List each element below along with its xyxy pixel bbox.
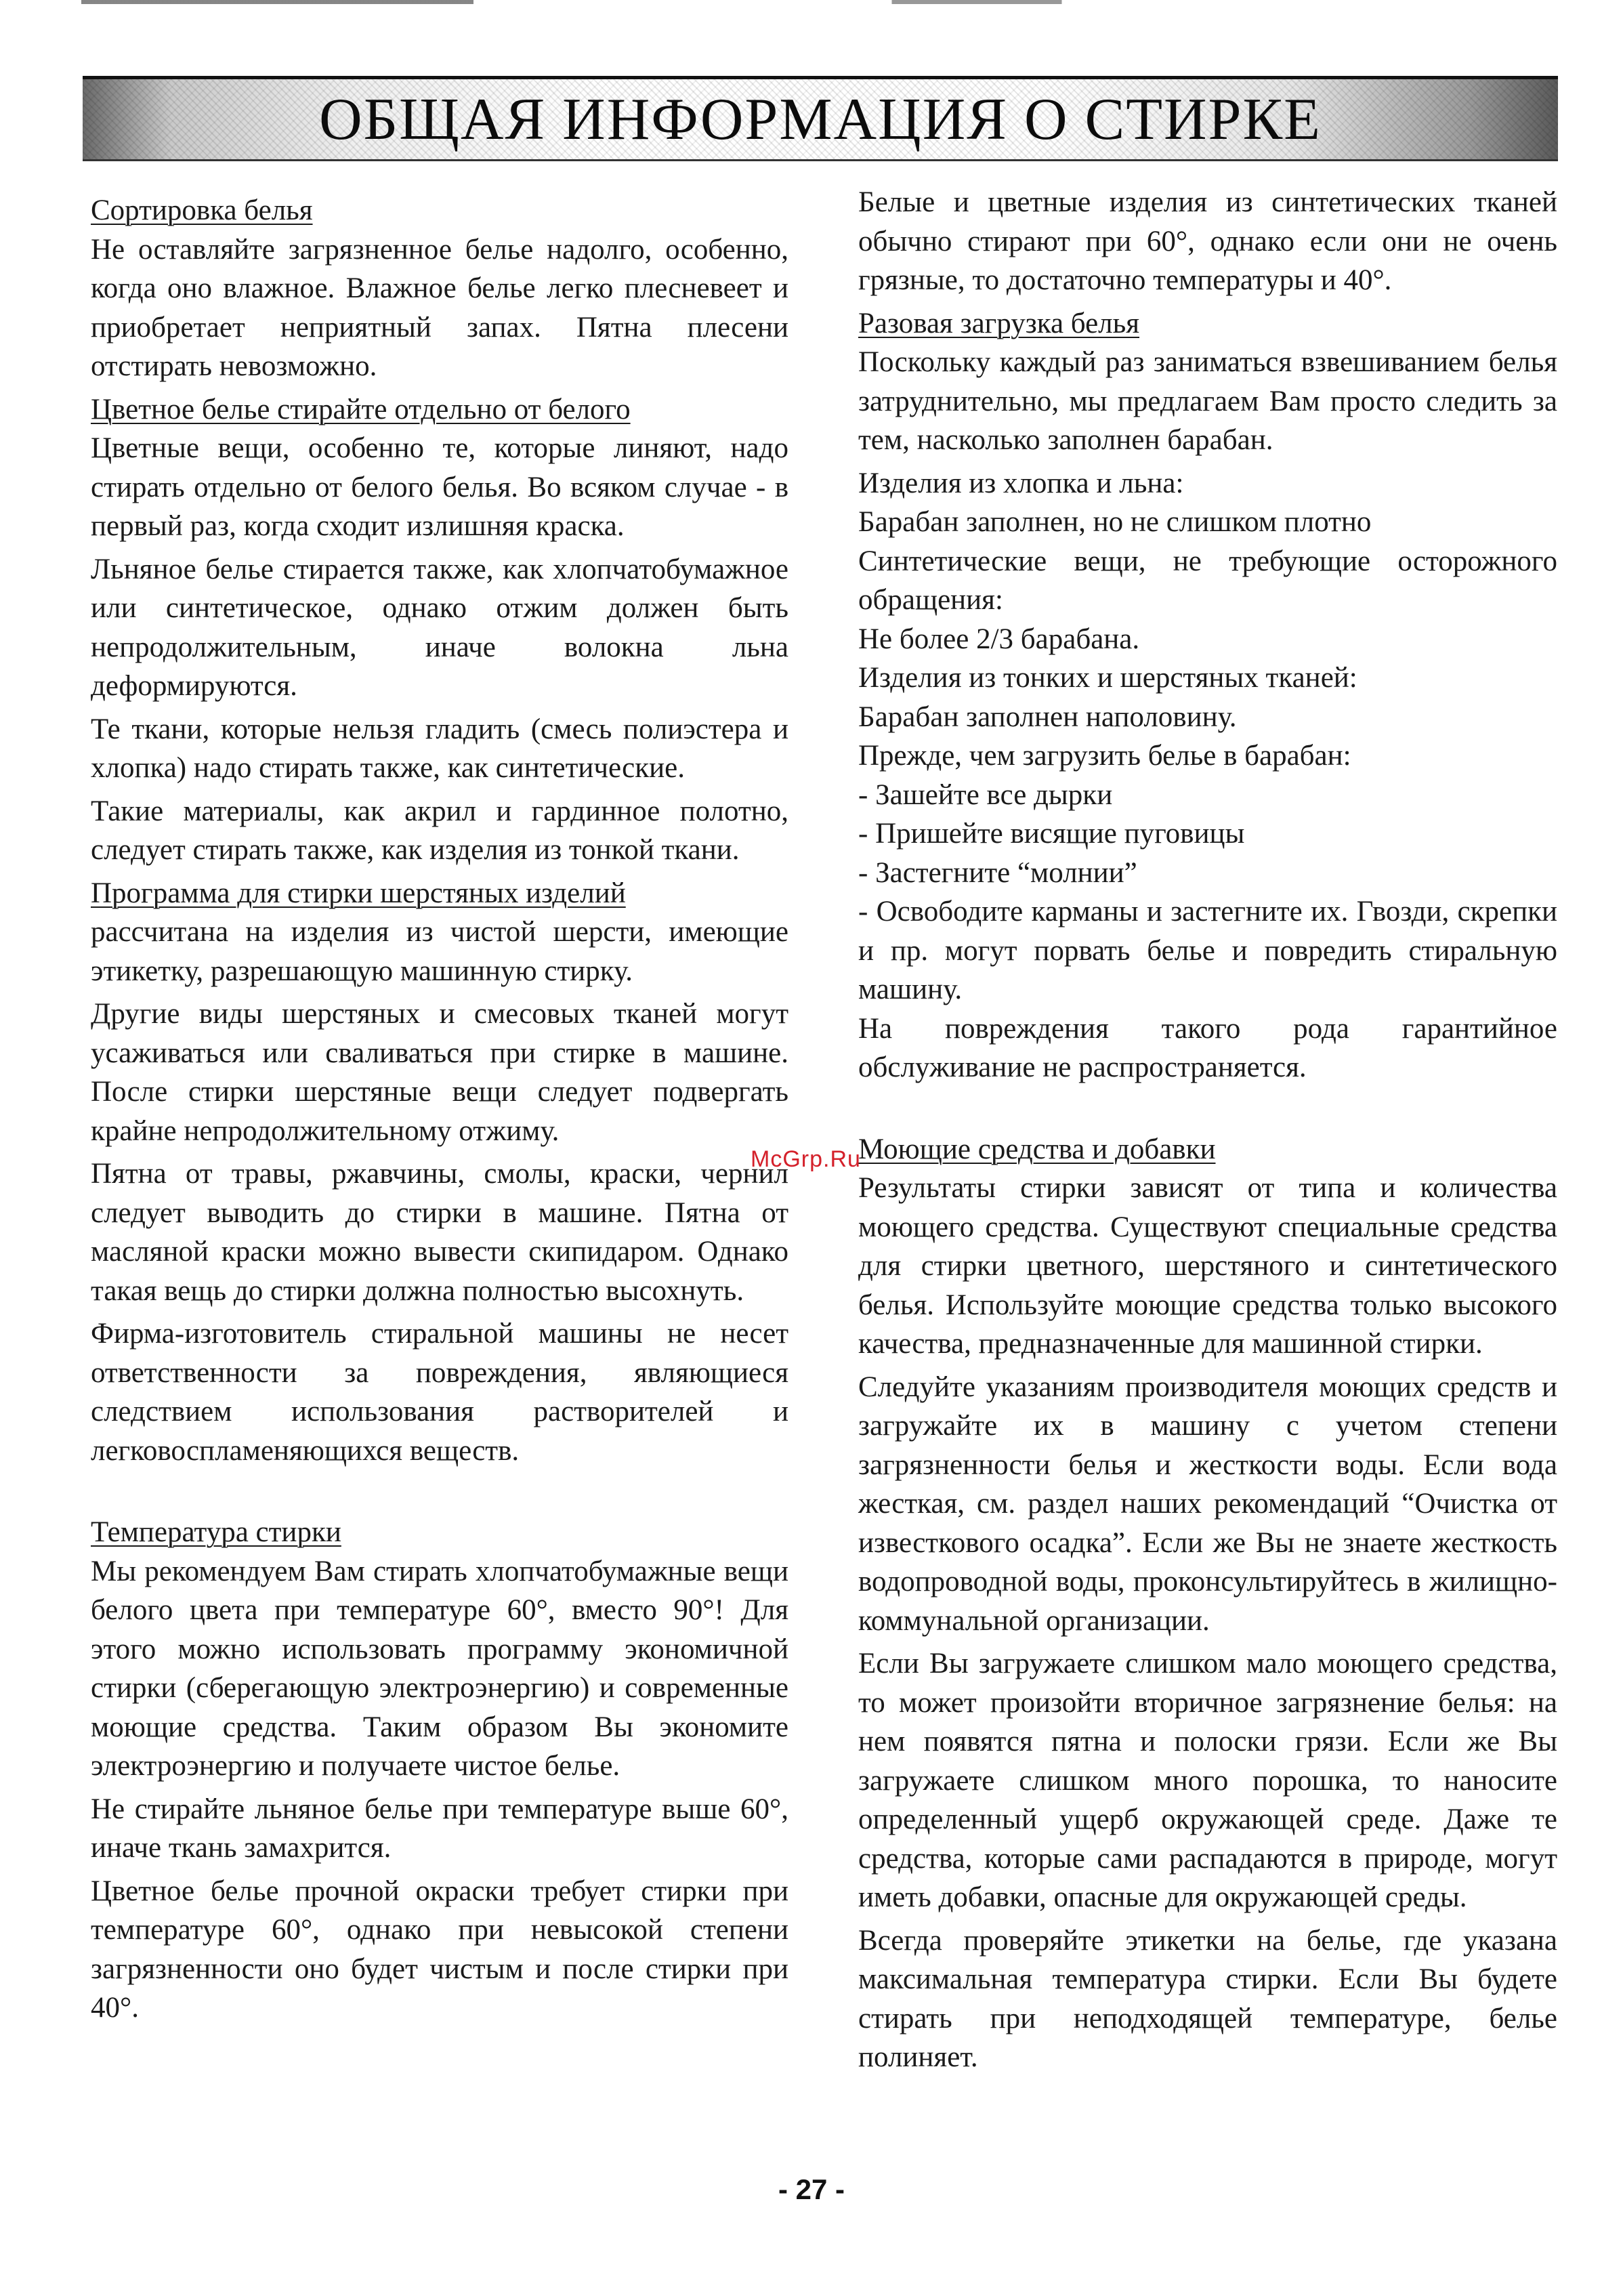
list-item: - Зашейте все дырки [858, 778, 1113, 811]
left-column [91, 191, 788, 2032]
paragraph-temperature-2: Не стирайте льняное белье при температуре выше 60°, иначе ткань замахрится. [91, 1793, 788, 1864]
page-title: ОБЩАЯ ИНФОРМАЦИЯ О СТИРКЕ [319, 87, 1322, 152]
paragraph-detergent-4: Всегда проверяйте этикетки на белье, где указана максимальная температура стирки. Если Вы будете стирать при неподходящей температуре, белье полиняет. [858, 1924, 1557, 2073]
spacer [858, 1091, 1557, 1130]
list-item: - Пришейте висящие пуговицы [858, 818, 1245, 850]
paragraph-warranty: На повреждения такого рода гарантийное обслуживание не распространяется. [858, 1012, 1557, 1083]
load-line-2: Барабан заполнен, но не слишком плотно [858, 506, 1372, 538]
title-banner [83, 76, 1558, 161]
load-line-1: Изделия из хлопка и льна: [858, 467, 1184, 499]
section-heading-wool: Программа для стирки шерстяных изделий [91, 877, 626, 909]
paragraph-detergent-2: Следуйте указаниям производителя моющих средств и загружайте их в машину с учетом степени загрязненности белья и жесткости воды. Если вода жесткая, см. раздел наших рекомендаций “Очистка от известкового осадка”. Если же Вы не знаете жесткость водопроводной воды, проконсультируйтесь в жилищно-коммунальной организации. [858, 1371, 1557, 1637]
before-loading-heading: Прежде, чем загрузить белье в барабан: [858, 740, 1351, 772]
list-item: - Застегните “молнии” [858, 856, 1137, 889]
section-heading-detergent: Моющие средства и добавки [858, 1133, 1216, 1165]
page-number: - 27 - [778, 2173, 845, 2205]
paragraph-detergent-1: Результаты стирки зависят от типа и количества моющего средства. Существуют специальные средства для стирки цветного, шерстяного и синтетического белья. Используйте моющие средства только высокого качества, предназначенные для машинной стирки. [858, 1172, 1557, 1360]
paragraph-sorting: Не оставляйте загрязненное белье надолго, особенно, когда оно влажное. Влажное белье легко плесневеет и приобретает неприятный запах. Пятна плесени отстирать невозможно. [91, 233, 788, 382]
scan-edge-artifact [81, 0, 1389, 4]
paragraph-temperature-1: Мы рекомендуем Вам стирать хлопчатобумажные вещи белого цвета при температуре 60°, вместо 90°! Для этого можно использовать программу экономичной стирки (сберегающую электроэнергию) и современные моющие средства. Таким образом Вы экономите электроэнергию и получаете чистое белье. [91, 1555, 788, 1782]
paragraph-liability: Фирма-изготовитель стиральной машины не несет ответственности за повреждения, являющиеся следствием использования растворителей и легковоспламеняющихся веществ. [91, 1318, 788, 1467]
paragraph-load: Поскольку каждый раз заниматься взвешиванием белья затруднительно, мы предлагаем Вам просто следить за тем, насколько заполнен барабан. [858, 346, 1557, 456]
load-line-3: Синтетические вещи, не требующие осторожного обращения: [858, 545, 1557, 616]
site-watermark: McGrp.Ru [751, 1146, 861, 1172]
section-heading-colored: Цветное белье стирайте отдельно от белого [91, 393, 631, 425]
section-heading-temperature: Температура стирки [91, 1516, 341, 1548]
paragraph-stains: Пятна от травы, ржавчины, смолы, краски, чернил следует выводить до стирки в машине. Пятна от масляной краски можно вывести скипидаром. Однако такая вещь до стирки должна полностью высохнуть. [91, 1158, 788, 1307]
paragraph-temperature-3: Цветное белье прочной окраски требует стирки при температуре 60°, однако при невысокой степени загрязненности оно будет чистым и после стирки при 40°. [91, 1875, 788, 2024]
preparation-list [858, 776, 1557, 1009]
load-line-5: Изделия из тонких и шерстяных тканей: [858, 662, 1357, 694]
paragraph-synthetic: Белые и цветные изделия из синтетических тканей обычно стирают при 60°, однако если они не очень грязные, то достаточно температуры и 40°. [858, 186, 1557, 296]
list-item: - Освободите карманы и застегните их. Гвозди, скрепки и пр. могут порвать белье и повредить стиральную машину. [858, 896, 1557, 1005]
spacer [91, 1474, 788, 1513]
paragraph-noiron: Те ткани, которые нельзя гладить (смесь полиэстера и хлопка) надо стирать также, как синтетические. [91, 713, 788, 784]
paragraph-wool-1: рассчитана на изделия из чистой шерсти, имеющие этикетку, разрешающую машинную стирку. [91, 916, 788, 987]
section-heading-sorting: Сортировка белья [91, 194, 313, 226]
load-line-6: Барабан заполнен наполовину. [858, 701, 1237, 733]
section-heading-load: Разовая загрузка белья [858, 307, 1140, 339]
paragraph-acrylic: Такие материалы, как акрил и гардинное полотно, следует стирать также, как изделия из тонкой ткани. [91, 795, 788, 866]
paragraph-detergent-3: Если Вы загружаете слишком мало моющего средства, то может произойти вторичное загрязнение белья: на нем появятся пятна и полоски грязи. Если же Вы загружаете слишком много порошка, то наносите определенный ущерб окружающей среде. Даже те средства, которые сами распадаются в природе, могут иметь добавки, опасные для окружающей среды. [858, 1648, 1557, 1913]
right-column [858, 183, 1557, 2081]
paragraph-colored: Цветные вещи, особенно те, которые линяют, надо стирать отдельно от белого белья. Во всяком случае - в первый раз, когда сходит излишняя краска. [91, 432, 788, 542]
paragraph-linen: Льняное белье стирается также, как хлопчатобумажное или синтетическое, однако отжим должен быть непродолжительным, иначе волокна льна деформируются. [91, 553, 788, 702]
paragraph-wool-2: Другие виды шерстяных и смесовых тканей могут усаживаться или сваливаться при стирке в машине. После стирки шерстяные вещи следует подвергать крайне непродолжительному отжиму. [91, 998, 788, 1147]
load-line-4: Не более 2/3 барабана. [858, 623, 1140, 655]
